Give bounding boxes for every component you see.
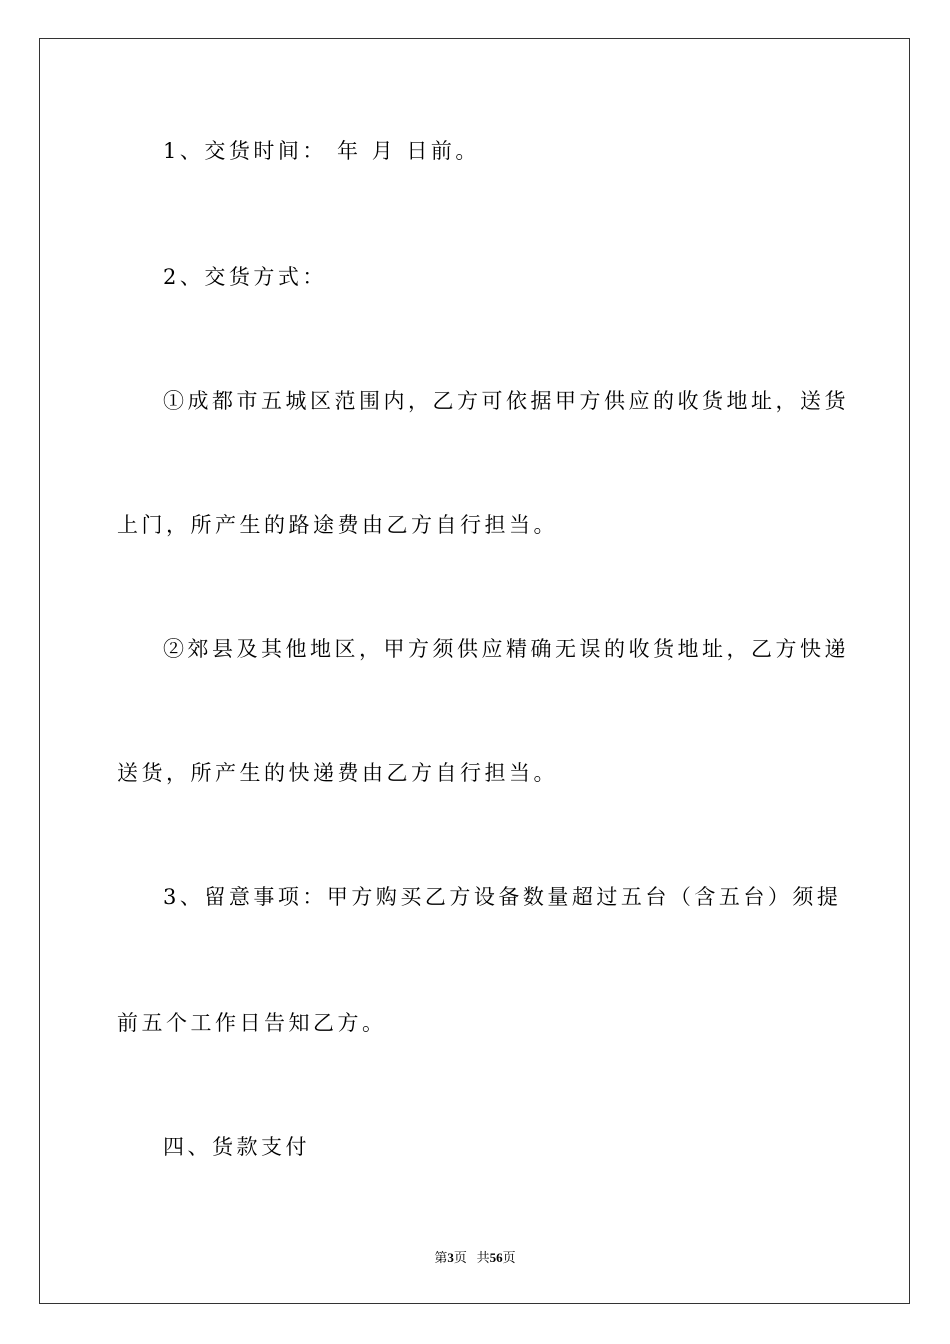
- notice-line-1: 3、留意事项：甲方购买乙方设备数量超过五台（含五台）须提: [163, 885, 842, 909]
- footer-total-suffix: 页: [502, 1250, 516, 1265]
- delivery-time-line: 1、交货时间： 年 月 日前。: [163, 139, 480, 163]
- notice-line-2: 前五个工作日告知乙方。: [117, 1011, 387, 1035]
- footer-page-prefix: 第: [434, 1250, 448, 1265]
- delivery-item-1-line-1: ①成都市五城区范围内，乙方可依据甲方供应的收货地址，送货: [163, 389, 849, 413]
- delivery-item-1-line-2: 上门，所产生的路途费由乙方自行担当。: [117, 513, 558, 537]
- page-border: [39, 38, 910, 1304]
- delivery-item-2-line-1: ②郊县及其他地区，甲方须供应精确无误的收货地址，乙方快递: [163, 637, 849, 661]
- footer-total-prefix: 共: [476, 1250, 490, 1265]
- section-heading-payment: 四、货款支付: [163, 1135, 310, 1159]
- delivery-method-heading: 2、交货方式：: [163, 265, 327, 289]
- footer-page-suffix: 页: [453, 1250, 467, 1265]
- delivery-item-2-line-2: 送货，所产生的快递费由乙方自行担当。: [117, 761, 558, 785]
- footer-page-number: 3: [447, 1250, 454, 1265]
- footer-total-pages: 56: [489, 1250, 503, 1265]
- page-footer: [0, 1247, 950, 1266]
